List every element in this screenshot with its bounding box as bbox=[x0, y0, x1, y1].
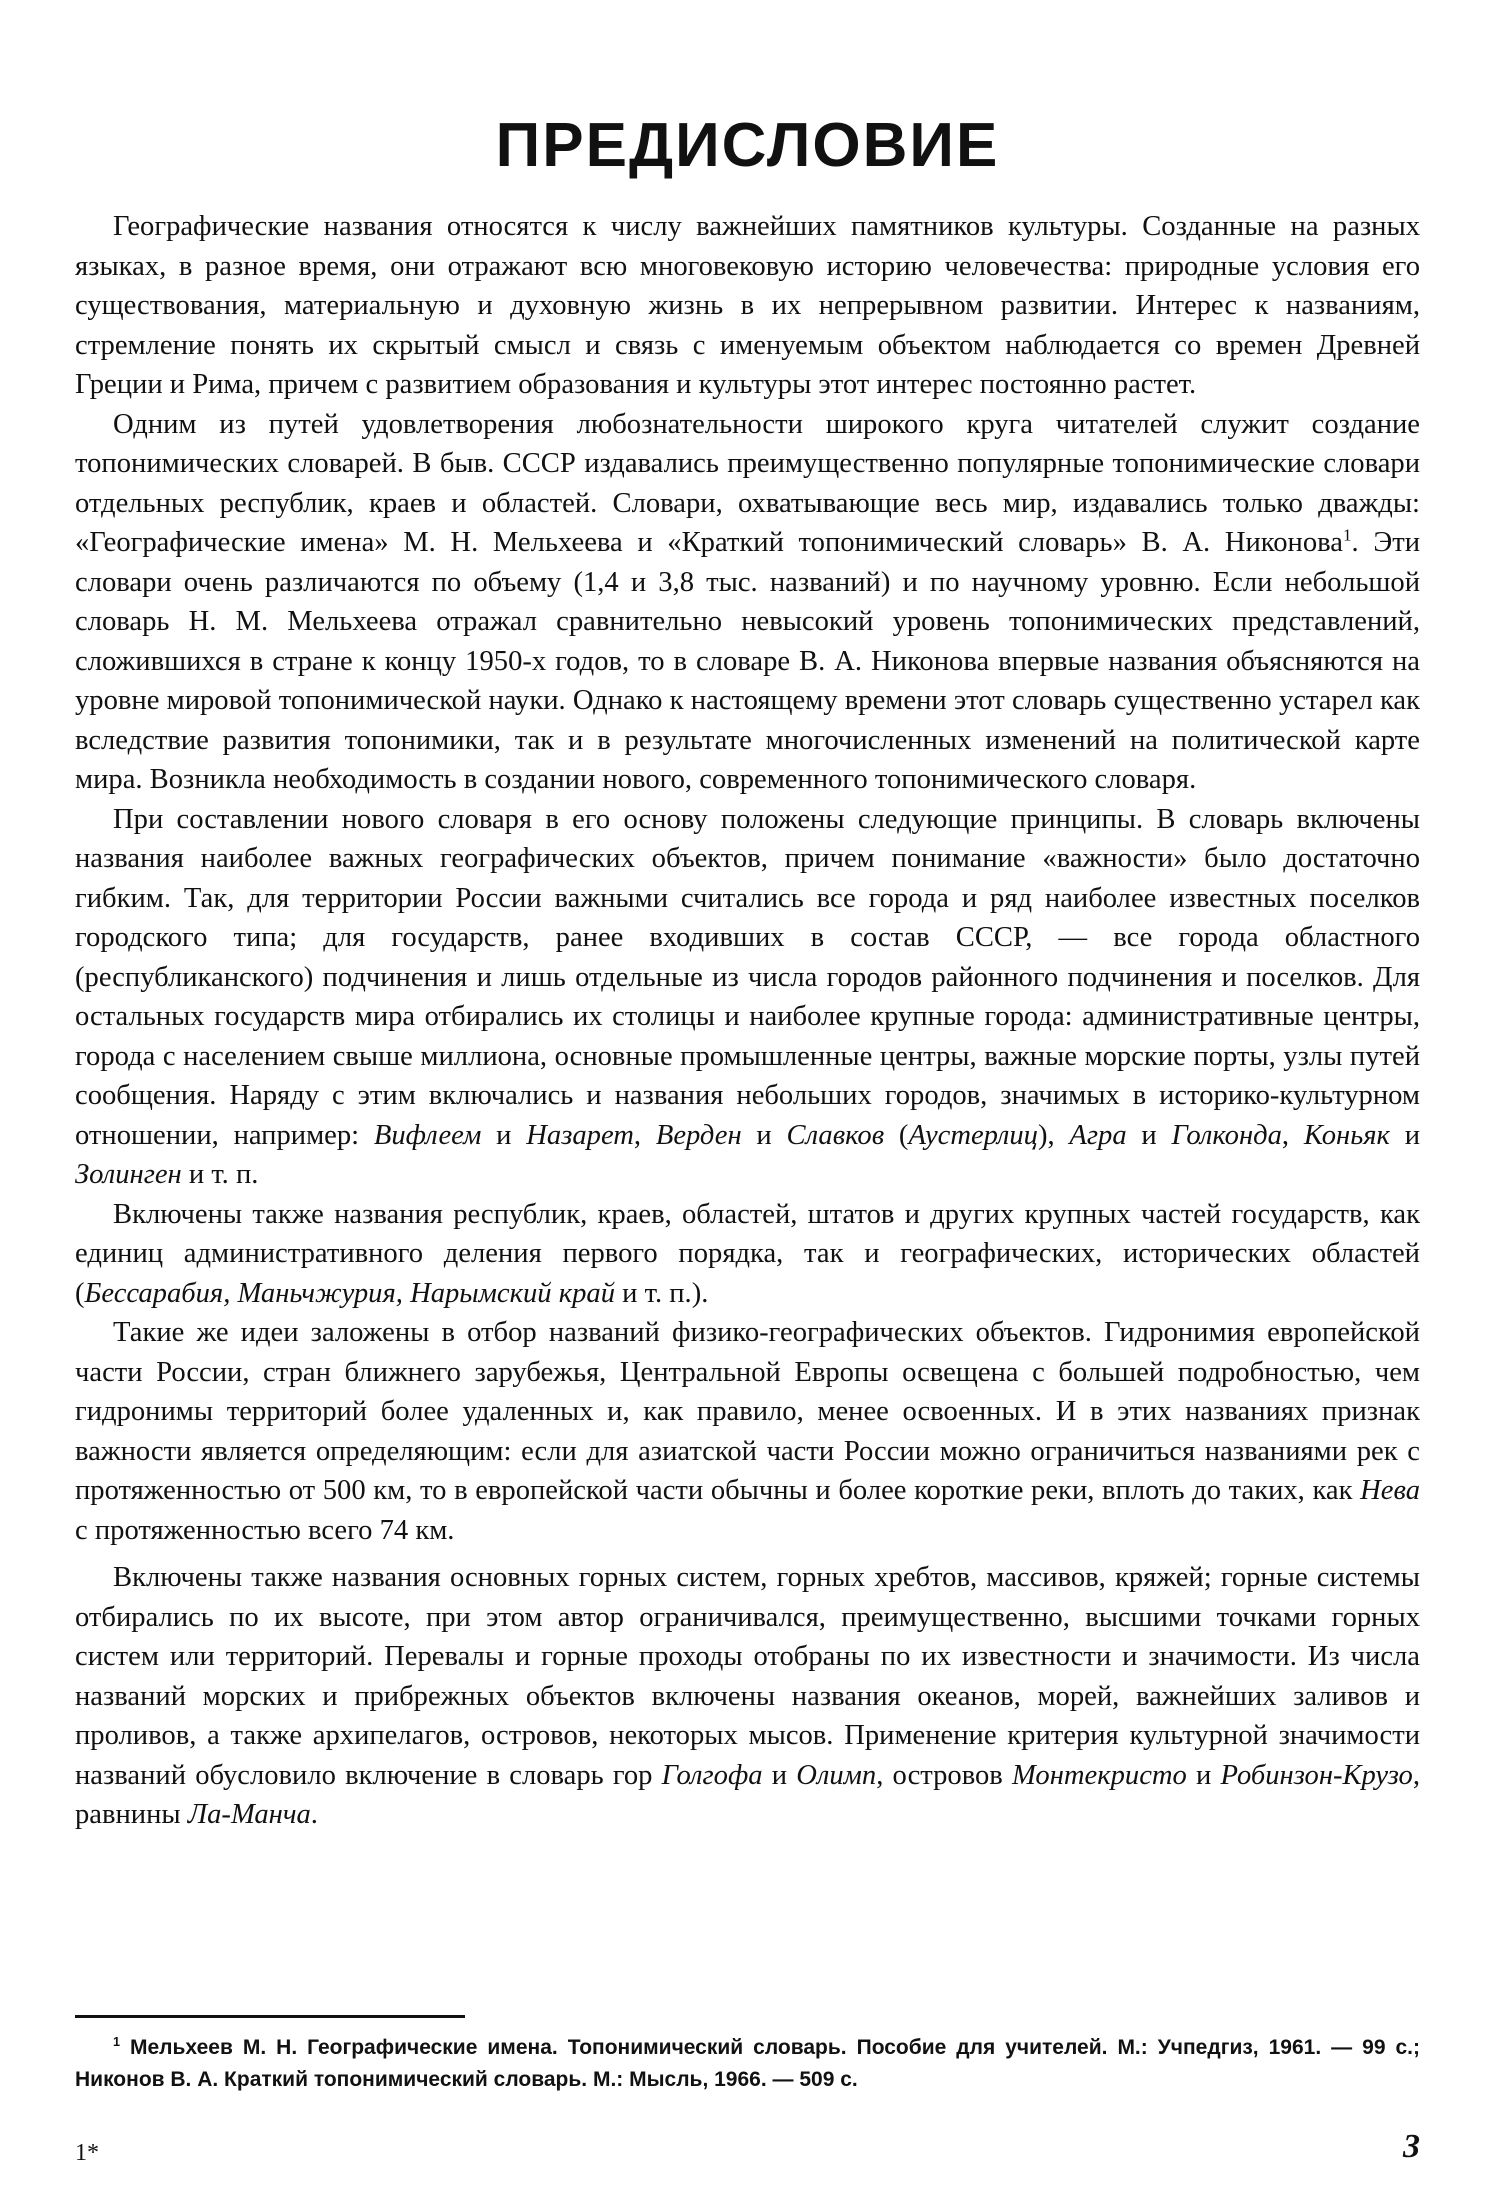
page-title: ПРЕДИСЛОВИЕ bbox=[495, 111, 1000, 180]
paragraph-2: Одним из путей удовлетворения любознательности широкого круга читателей служит создание топонимических словарей. В быв. СССР издавались преимущественно популярные топонимические словари отдельных республик, краев и областей. Словари, охватывающие весь мир, издавались только дважды: «Географические имена» М. Н. Мельхеева и «Краткий топонимический словарь» В. А. Никонова$^1$. Эти словари очень различаются по объему (1,4 и 3,8 тыс. названий) и по научному уровню. Если небольшой словарь Н. М. Мельхеева отражал сравнительно невысокий уровень топонимических представлений, сложившихся в стране к концу 1950-х годов, то в словаре В. А. Никонова впервые названия объясняются на уровне мировой топонимической науки. Однако к настоящему времени этот словарь существенно устарел как вследствие развития топонимики, так и в результате многочисленных изменений на политической карте мира. Возникла необходимость в создании нового, современного топонимического словаря. bbox=[75, 408, 1420, 795]
paragraph-4: Включены также названия республик, краев, областей, штатов и других крупных частей государств, как единиц административного деления первого порядка, так и географических, исторических областей (Бессарабия, Маньчжурия, Нарымский край и т. п.). bbox=[75, 1198, 1420, 1309]
body-text bbox=[75, 207, 1420, 1835]
paragraph-5: Такие же идеи заложены в отбор названий физико-географических объектов. Гидронимия европейской части России, стран ближнего зарубежья, Центральной Европы освещена с большей подробностью, чем гидронимы территорий более удаленных и, как правило, менее освоенных. И в этих названиях признак важности является определяющим: если для азиатской части России можно ограничиться названиями рек с протяженностью от 500 км, то в европейской части обычны и более короткие реки, вплоть до таких, как Нева с протяженностью всего 74 км. bbox=[75, 1317, 1420, 1546]
printer-signature: 1* bbox=[75, 2140, 99, 2166]
footnote-mark: 1 bbox=[113, 2035, 121, 2049]
footnote-ref: 1 bbox=[1342, 525, 1352, 545]
footnote: $^1$ Мельхеев М. Н. Географические имена. Топонимический словарь. Пособие для учителей. М.: Учпедгиз, 1961. — 99 с.; Никонов В. А. Краткий топонимический словарь. М.: Мысль, 1966. — 509 с. bbox=[75, 2035, 1420, 2091]
paragraph-1: Географические названия относятся к числу важнейших памятников культуры. Созданные на разных языках, в разное время, они отражают всю многовековую историю человечества: природные условия его существования, материальную и духовную жизнь в их непрерывном развитии. Интерес к названиям, стремление понять их скрытый смысл и связь с именуемым объектом наблюдается со времен Древней Греции и Рима, причем с развитием образования и культуры этот интерес постоянно растет. bbox=[75, 211, 1420, 400]
paragraph-3: При составлении нового словаря в его основу положены следующие принципы. В словарь включены названия наиболее важных географических объектов, причем понимание «важности» было достаточно гибким. Так, для территории России важными считались все города и ряд наиболее известных поселков городского типа; для государств, ранее входивших в состав СССР, — все города областного (республиканского) подчинения и лишь отдельные из числа городов районного подчинения и поселков. Для остальных государств мира отбирались их столицы и наиболее крупные города: административные центры, города с населением свыше миллиона, основные промышленные центры, важные морские порты, узлы путей сообщения. Наряду с этим включались и названия небольших городов, значимых в историко-культурном отношении, например: Вифлеем и Назарет, Верден и Славков (Аустерлиц), Агра и Голконда, Коньяк и Золинген и т. п. bbox=[75, 803, 1420, 1190]
paragraph-6: Включены также названия основных горных систем, горных хребтов, массивов, кряжей; горные системы отбирались по их высоте, при этом автор ограничивался, преимущественно, высшими точками горных систем или территорий. Перевалы и горные проходы отобраны по их известности и значимости. Из числа названий морских и прибрежных объектов включены названия океанов, морей, важнейших заливов и проливов, а также архипелагов, островов, некоторых мысов. Применение критерия культурной значимости названий обусловило включение в словарь гор Голгофа и Олимп, островов Монтекристо и Робинзон-Крузо, равнины Ла-Манча. bbox=[75, 1562, 1420, 1830]
footnote-divider bbox=[75, 2015, 465, 2018]
page-number: 3 bbox=[1403, 2128, 1420, 2165]
